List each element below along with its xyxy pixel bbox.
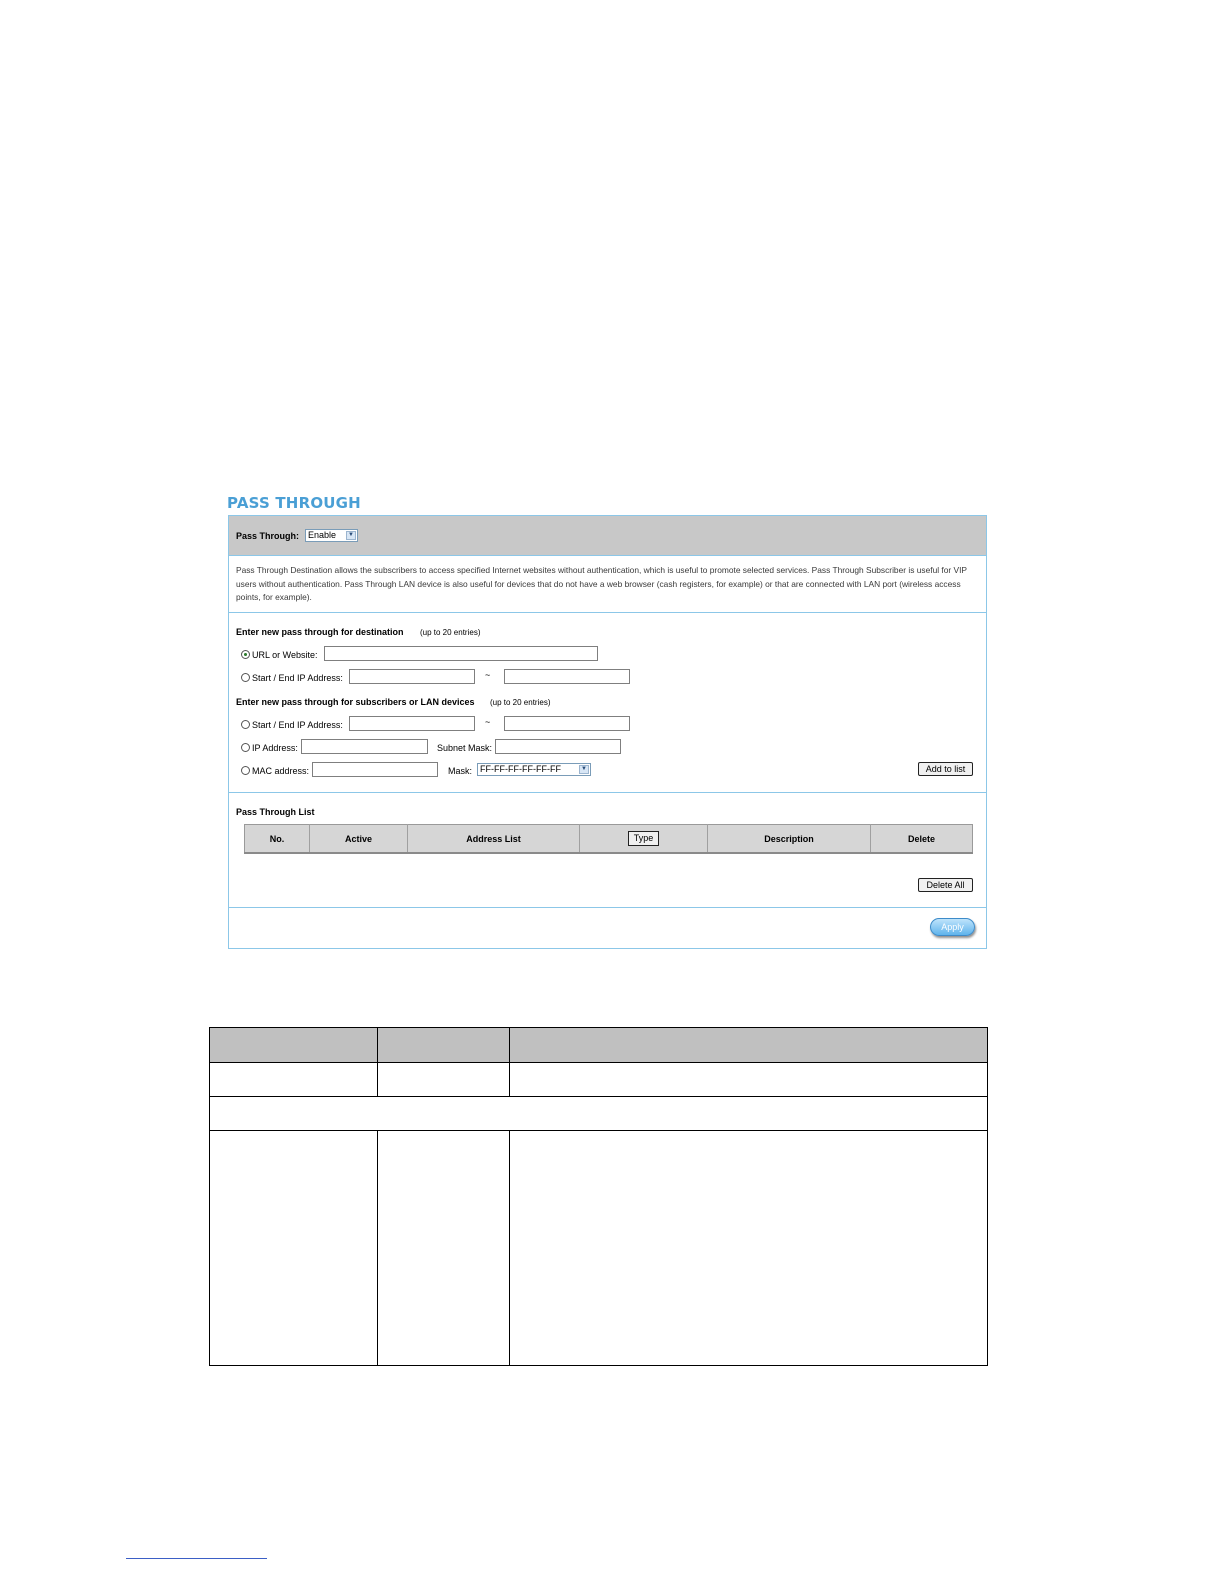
pass-through-select[interactable] (305, 529, 358, 542)
page-title: PASS THROUGH (227, 494, 361, 512)
sub-range-radio[interactable] (241, 720, 250, 729)
doc-table-cell (210, 1063, 378, 1097)
doc-table-row (210, 1063, 988, 1097)
destination-note: (up to 20 entries) (420, 628, 481, 637)
doc-table-cell (510, 1063, 988, 1097)
doc-table-cell (378, 1028, 510, 1063)
mac-radio[interactable] (241, 766, 250, 775)
col-active: Active (310, 825, 408, 854)
mask-select[interactable] (477, 763, 591, 776)
pass-through-header (229, 516, 986, 556)
destination-heading: Enter new pass through for destination (236, 627, 404, 637)
subnet-label: Subnet Mask: (437, 743, 493, 753)
col-type (580, 825, 708, 854)
doc-table-row (210, 1097, 988, 1131)
description-section (229, 556, 986, 613)
pass-through-label: Pass Through: (236, 531, 300, 541)
apply-button[interactable]: Apply (930, 918, 975, 936)
ip-label: IP Address: (252, 743, 298, 753)
doc-table-cell (210, 1097, 988, 1131)
ip-input[interactable] (301, 739, 428, 754)
mac-label: MAC address: (252, 766, 310, 776)
pass-through-list-section (229, 793, 986, 908)
subscribers-note: (up to 20 entries) (490, 698, 551, 707)
add-to-list-button[interactable]: Add to list (918, 762, 973, 776)
doc-table-row (210, 1131, 988, 1366)
col-delete: Delete (871, 825, 973, 854)
url-radio[interactable] (241, 650, 250, 659)
doc-table-cell (378, 1131, 510, 1366)
ip-radio[interactable] (241, 743, 250, 752)
subnet-input[interactable] (495, 739, 621, 754)
url-input[interactable] (324, 646, 598, 661)
chevron-down-icon: ▼ (579, 765, 589, 774)
pass-through-panel (228, 515, 987, 949)
mask-select-value: FF-FF-FF-FF-FF-FF (480, 764, 561, 774)
list-header-row (245, 825, 973, 854)
doc-table-cell (210, 1131, 378, 1366)
dest-range-radio[interactable] (241, 673, 250, 682)
col-no: No. (269, 833, 285, 844)
chevron-down-icon: ▼ (346, 531, 356, 540)
url-label: URL or Website: (252, 650, 318, 660)
pass-through-select-value: Enable (308, 530, 337, 540)
dest-start-ip-input[interactable] (349, 669, 475, 684)
list-heading: Pass Through List (236, 807, 315, 817)
entry-form-section (229, 613, 986, 793)
subscribers-heading: Enter new pass through for subscribers or LAN devices (236, 697, 475, 707)
description-text: Pass Through Destination allows the subscribers to access specified Internet websites without authentication, which is useful to promote selected services. Pass Through Subscriber is useful for VIP users without authentication. Pass Through LAN device is also useful for devices that do not have a web browser (cash registers, for example) or that are connected with LAN port (wireless access points, for example). (236, 565, 967, 602)
type-sort-button[interactable]: Type (628, 831, 660, 846)
doc-table-cell (378, 1063, 510, 1097)
sub-range-label: Start / End IP Address: (252, 720, 343, 730)
footer-link-underline (126, 1558, 267, 1559)
dest-range-label: Start / End IP Address: (252, 673, 343, 683)
col-description: Description (708, 825, 871, 854)
dest-tilde: ~ (485, 670, 491, 680)
col-address-list: Address List (408, 825, 580, 854)
mac-input[interactable] (312, 762, 438, 777)
doc-table-cell (210, 1028, 378, 1063)
doc-table-cell (510, 1131, 988, 1366)
doc-table-cell (510, 1028, 988, 1063)
document-table (209, 1027, 988, 1366)
dest-end-ip-input[interactable] (504, 669, 630, 684)
apply-section (229, 908, 986, 948)
mask-label: Mask: (448, 766, 473, 776)
delete-all-button[interactable]: Delete All (918, 878, 973, 892)
doc-table-header-row (210, 1028, 988, 1063)
sub-end-ip-input[interactable] (504, 716, 630, 731)
sub-tilde: ~ (485, 717, 491, 727)
sub-start-ip-input[interactable] (349, 716, 475, 731)
pass-through-list-table (244, 824, 973, 854)
